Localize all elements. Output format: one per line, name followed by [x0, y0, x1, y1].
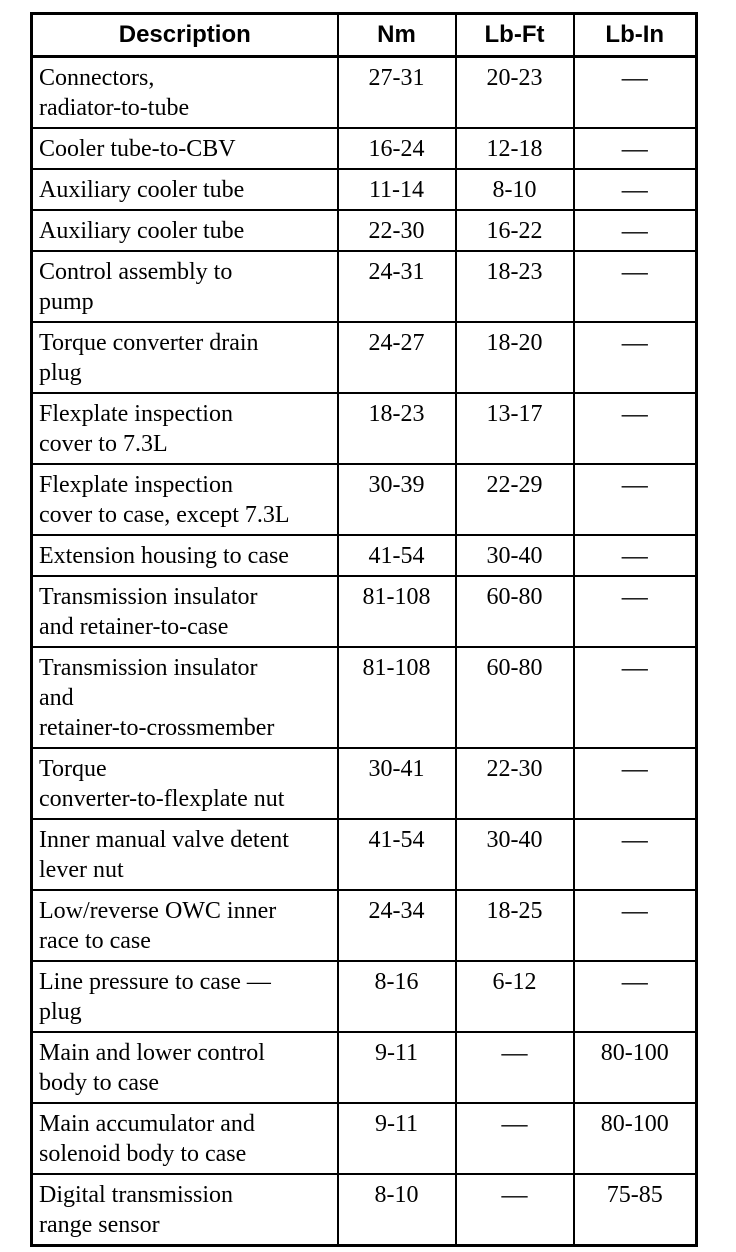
cell-lb-in: —: [574, 322, 697, 393]
cell-description: Auxiliary cooler tube: [32, 169, 338, 210]
table-row: [32, 251, 697, 322]
cell-description: Control assembly to pump: [32, 251, 338, 322]
cell-lb-in: —: [574, 57, 697, 129]
cell-lb-ft: 18-25: [456, 890, 574, 961]
table-row: [32, 57, 697, 129]
cell-lb-in: —: [574, 464, 697, 535]
cell-lb-ft: 30-40: [456, 535, 574, 576]
cell-lb-ft: —: [456, 1174, 574, 1246]
table-body: [32, 57, 697, 1246]
cell-nm: 30-39: [338, 464, 456, 535]
cell-lb-in: 75-85: [574, 1174, 697, 1246]
cell-lb-ft: 18-23: [456, 251, 574, 322]
cell-lb-in: —: [574, 961, 697, 1032]
cell-lb-ft: 18-20: [456, 322, 574, 393]
cell-lb-ft: 6-12: [456, 961, 574, 1032]
cell-lb-ft: 30-40: [456, 819, 574, 890]
cell-lb-ft: 13-17: [456, 393, 574, 464]
cell-lb-ft: 22-29: [456, 464, 574, 535]
cell-nm: 81-108: [338, 647, 456, 748]
header-nm: Nm: [338, 14, 456, 57]
cell-nm: 22-30: [338, 210, 456, 251]
cell-lb-in: —: [574, 647, 697, 748]
cell-nm: 41-54: [338, 535, 456, 576]
table-row: [32, 393, 697, 464]
cell-description: Main and lower control body to case: [32, 1032, 338, 1103]
cell-nm: 8-10: [338, 1174, 456, 1246]
header-lb-in: Lb-In: [574, 14, 697, 57]
cell-nm: 9-11: [338, 1032, 456, 1103]
table-row: [32, 1103, 697, 1174]
table-row: [32, 890, 697, 961]
cell-nm: 41-54: [338, 819, 456, 890]
table-row: [32, 464, 697, 535]
cell-lb-in: —: [574, 251, 697, 322]
cell-nm: 27-31: [338, 57, 456, 129]
cell-lb-ft: 8-10: [456, 169, 574, 210]
cell-nm: 8-16: [338, 961, 456, 1032]
cell-description: Torque converter-to-flexplate nut: [32, 748, 338, 819]
cell-nm: 81-108: [338, 576, 456, 647]
cell-description: Torque converter drain plug: [32, 322, 338, 393]
table-header: [32, 14, 697, 57]
cell-nm: 9-11: [338, 1103, 456, 1174]
table-row: [32, 1174, 697, 1246]
table-row: [32, 535, 697, 576]
cell-lb-ft: 12-18: [456, 128, 574, 169]
table-row: [32, 819, 697, 890]
cell-lb-in: —: [574, 169, 697, 210]
cell-description: Digital transmission range sensor: [32, 1174, 338, 1246]
cell-description: Extension housing to case: [32, 535, 338, 576]
table-row: [32, 647, 697, 748]
table-row: [32, 128, 697, 169]
table-row: [32, 748, 697, 819]
cell-lb-ft: 60-80: [456, 576, 574, 647]
cell-nm: 24-31: [338, 251, 456, 322]
table-row: [32, 1032, 697, 1103]
cell-lb-in: 80-100: [574, 1103, 697, 1174]
cell-description: Low/reverse OWC inner race to case: [32, 890, 338, 961]
cell-description: Main accumulator and solenoid body to case: [32, 1103, 338, 1174]
cell-lb-ft: —: [456, 1103, 574, 1174]
cell-description: Flexplate inspection cover to case, except 7.3L: [32, 464, 338, 535]
cell-nm: 11-14: [338, 169, 456, 210]
cell-lb-in: 80-100: [574, 1032, 697, 1103]
cell-lb-in: —: [574, 128, 697, 169]
torque-spec-table: [30, 12, 698, 1247]
cell-description: Cooler tube-to-CBV: [32, 128, 338, 169]
cell-description: Connectors, radiator-to-tube: [32, 57, 338, 129]
cell-description: Flexplate inspection cover to 7.3L: [32, 393, 338, 464]
table-row: [32, 210, 697, 251]
cell-lb-ft: 22-30: [456, 748, 574, 819]
cell-lb-ft: 20-23: [456, 57, 574, 129]
cell-description: Line pressure to case — plug: [32, 961, 338, 1032]
cell-description: Transmission insulator and retainer-to-crossmember: [32, 647, 338, 748]
cell-description: Transmission insulator and retainer-to-case: [32, 576, 338, 647]
table-row: [32, 576, 697, 647]
cell-nm: 16-24: [338, 128, 456, 169]
table-row: [32, 169, 697, 210]
cell-nm: 24-34: [338, 890, 456, 961]
table-row: [32, 322, 697, 393]
cell-nm: 24-27: [338, 322, 456, 393]
cell-lb-in: —: [574, 748, 697, 819]
table-row: [32, 961, 697, 1032]
header-description: Description: [32, 14, 338, 57]
cell-description: Auxiliary cooler tube: [32, 210, 338, 251]
cell-nm: 18-23: [338, 393, 456, 464]
cell-lb-in: —: [574, 535, 697, 576]
cell-lb-in: —: [574, 393, 697, 464]
cell-description: Inner manual valve detent lever nut: [32, 819, 338, 890]
header-row: [32, 14, 697, 57]
cell-lb-ft: 60-80: [456, 647, 574, 748]
cell-nm: 30-41: [338, 748, 456, 819]
cell-lb-ft: —: [456, 1032, 574, 1103]
header-lb-ft: Lb-Ft: [456, 14, 574, 57]
cell-lb-in: —: [574, 819, 697, 890]
cell-lb-ft: 16-22: [456, 210, 574, 251]
cell-lb-in: —: [574, 890, 697, 961]
cell-lb-in: —: [574, 576, 697, 647]
cell-lb-in: —: [574, 210, 697, 251]
